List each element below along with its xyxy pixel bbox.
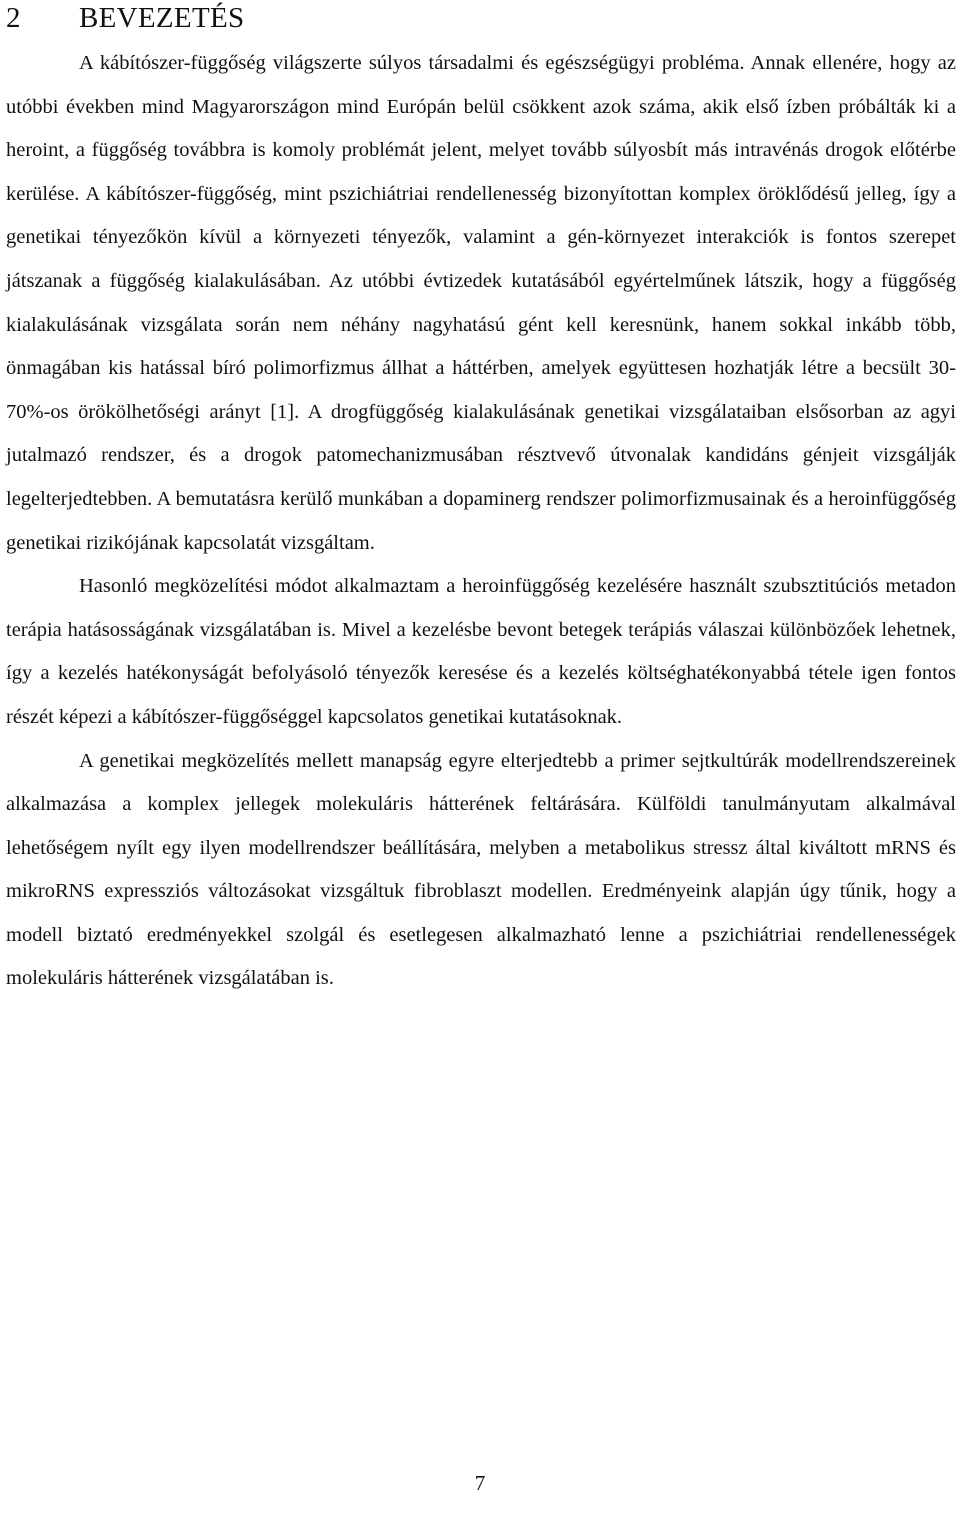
section-title: BEVEZETÉS [79,2,245,34]
section-heading [6,0,244,36]
section-number: 2 [6,2,21,34]
body-text [6,42,956,1001]
paragraph: Hasonló megközelítési módot alkalmaztam a heroinfüggőség kezelésére használt szubsztitúciós metadon terápia hatásosságának vizsgálatában is. Mivel a kezelésbe bevont betegek terápiás válaszai különbözőek lehetnek, így a kezelés hatékonyságát befolyásoló tényezők keresése és a kezelés költséghatékonyabbá tétele igen fontos részét képezi a kábítószer-függőséggel kapcsolatos genetikai kutatásoknak. [6,575,956,728]
page-number: 7 [474,1471,486,1495]
paragraph: A kábítószer-függőség világszerte súlyos társadalmi és egészségügyi probléma. Annak ellenére, hogy az utóbbi években mind Magyarországon mind Európán belül csökkent azok száma, akik első ízben próbálták ki a heroint, a függőség továbbra is komoly problémát jelent, melyet tovább súlyosbít más intravénás drogok előtérbe kerülése. A kábítószer-függőség, mint pszichiátriai rendellenesség bizonyítottan komplex öröklődésű jelleg, így a genetikai tényezőkön kívül a környezeti tényezők, valamint a gén-környezet interakciók is fontos szerepet játszanak a függőség kialakulásában. Az utóbbi évtizedek kutatásából egyértelműnek látszik, hogy a függőség kialakulásának vizsgálata során nem néhány nagyhatású gént kell keresnünk, hanem sokkal inkább több, önmagában kis hatással bíró polimorfizmus állhat a háttérben, amelyek együttesen hozhatják létre a becsült 30-70%-os örökölhetőségi arányt [1]. A drogfüggőség kialakulásának genetikai vizsgálataiban elsősorban az agyi jutalmazó rendszer, és a drogok patomechanizmusában résztvevő útvonalak kandidáns génjeit vizsgálják legelterjedtebben. A bemutatásra kerülő munkában a dopaminerg rendszer polimorfizmusainak és a heroinfüggőség genetikai rizikójának kapcsolatát vizsgáltam. [6,52,956,554]
paragraph: A genetikai megközelítés mellett manapság egyre elterjedtebb a primer sejtkultúrák modellrendszereinek alkalmazása a komplex jellegek molekuláris hátterének feltárására. Külföldi tanulmányutam alkalmával lehetőségem nyílt egy ilyen modellrendszer beállítására, melyben a metabolikus stressz által kiváltott mRNS és mikroRNS expressziós változásokat vizsgáltuk fibroblaszt modellen. Eredményeink alapján úgy tűnik, hogy a modell biztató eredményekkel szolgál és esetlegesen alkalmazható lenne a pszichiátriai rendellenességek molekuláris hátterének vizsgálatában is. [6,749,956,990]
